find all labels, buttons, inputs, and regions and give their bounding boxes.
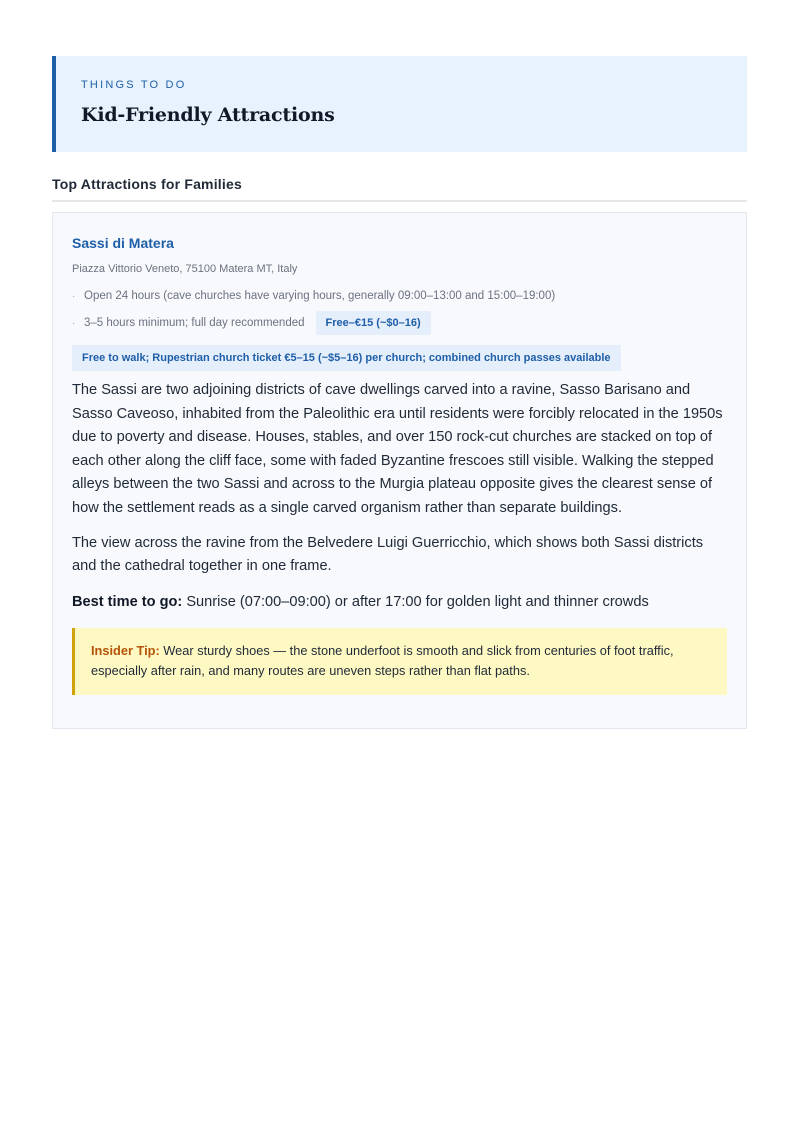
best-time bbox=[72, 590, 727, 614]
best-time-label: Best time to go: bbox=[72, 593, 183, 610]
visit-duration: 3–5 hours minimum; full day recommended bbox=[84, 317, 305, 329]
insider-tip-label: Insider Tip: bbox=[91, 642, 160, 658]
attraction-name[interactable]: Sassi di Matera bbox=[72, 235, 174, 251]
section-title: Top Attractions for Families bbox=[52, 176, 747, 202]
bullet-dot-icon: · bbox=[72, 290, 76, 302]
page-header bbox=[52, 56, 747, 152]
description-paragraph: The view across the ravine from the Belvedere Luigi Guerricchio, which shows both Sassi districts and the cathedral together in one frame. bbox=[72, 534, 704, 575]
attraction-card bbox=[52, 212, 747, 729]
duration-row bbox=[72, 311, 727, 335]
description-paragraph: The Sassi are two adjoining districts of cave dwellings carved into a ravine, Sasso Barisano and Sasso Caveoso, inhabited from the Paleolithic era until residents were forcibly relocated in the 1950s due to poverty and disease. Houses, stables, and over 150 rock-cut churches are stacked on top of each other along the cliff face, some with faded Byzantine frescoes still visible. Walking the stepped alleys between the two Sassi and across to the Murgia plateau opposite gives the clearest sense of how the settlement reads as a single carved organism rather than separate buildings. bbox=[72, 382, 723, 516]
hours-row bbox=[72, 288, 727, 304]
insider-tip-text: Wear sturdy shoes — the stone underfoot is smooth and slick from centuries of foot traffic, especially after rain, and many routes are uneven steps rather than flat paths. bbox=[91, 642, 674, 678]
price-badge: Free–€15 (~$0–16) bbox=[316, 311, 431, 335]
best-time-value: Sunrise (07:00–09:00) or after 17:00 for golden light and thinner crowds bbox=[186, 593, 649, 610]
page bbox=[52, 56, 747, 729]
attraction-address: Piazza Vittorio Veneto, 75100 Matera MT, Italy bbox=[72, 263, 298, 275]
opening-hours: Open 24 hours (cave churches have varying hours, generally 09:00–13:00 and 15:00–19:00) bbox=[84, 290, 556, 302]
page-title: Kid-Friendly Attractions bbox=[81, 104, 335, 126]
bullet-dot-icon: · bbox=[72, 317, 76, 329]
eyebrow-label: THINGS TO DO bbox=[81, 79, 187, 91]
ticket-info-badge: Free to walk; Rupestrian church ticket €5–15 (~$5–16) per church; combined church passes available bbox=[72, 345, 621, 371]
insider-tip bbox=[72, 628, 727, 695]
